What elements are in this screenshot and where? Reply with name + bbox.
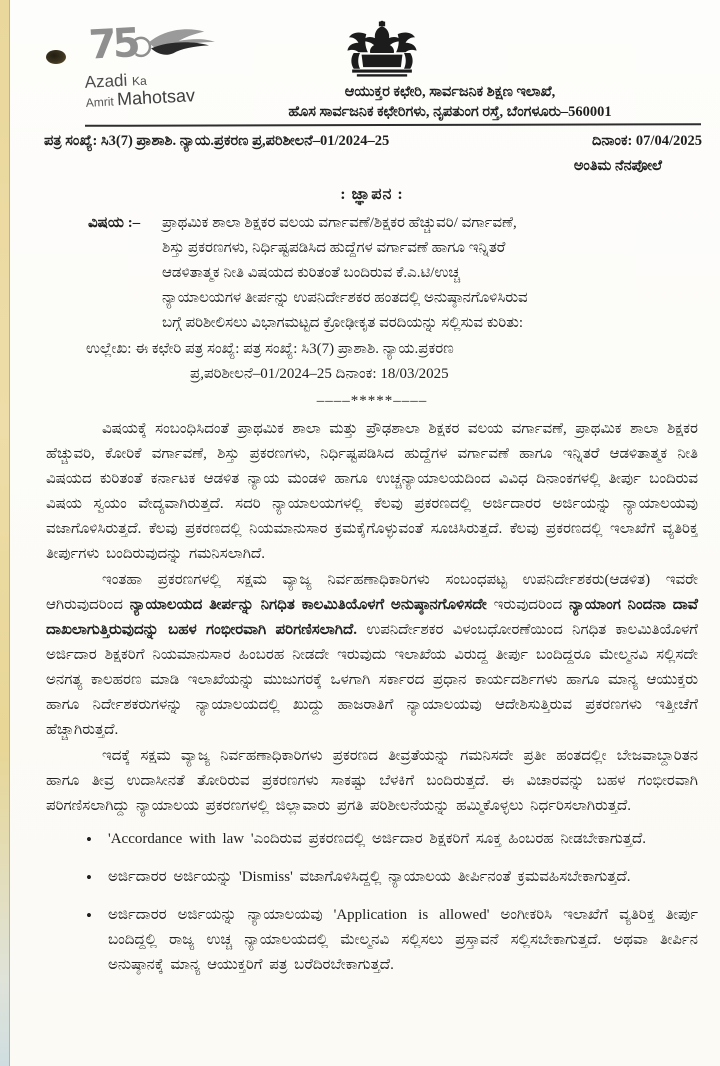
- bullet-dot-icon: •: [86, 830, 92, 849]
- subject-label: ವಿಷಯ :–: [88, 215, 141, 231]
- bullet-dot-icon: •: [86, 868, 92, 887]
- subject-line: ನ್ಯಾಯಾಲಯಗಳ ತೀರ್ಪನ್ನು ಉಪನಿರ್ದೇಶಕರ ಹಂತದಲ್ಲಿ ಅನುಷ್ಠಾನಗೊಳಿಸಿರುವ: [162, 290, 528, 306]
- punch-hole-mark: [46, 50, 66, 64]
- office-address: [200, 82, 700, 122]
- logo-75-numeral: 75: [87, 20, 138, 69]
- final-reminder-label: ಅಂತಿಮ ನೆನಪೋಲೆ: [573, 158, 662, 174]
- bullet-text: ಅರ್ಜಿದಾರರ ಅರ್ಜಿಯನ್ನು ನ್ಯಾಯಾಲಯವು 'Application is allowed' ಅಂಗೀಕರಿಸಿ ಇಲಾಖೆಗೆ ವ್ಯತಿರಿಕ್ತ ತೀರ್ಪು ಬಂದಿದ್ದಲ್ಲಿ ರಾಜ್ಯ ಉಚ್ಚ ನ್ಯಾಯಾಲಯದಲ್ಲಿ ಮೇಲ್ಮನವಿ ಸಲ್ಲಿಸಲು ಪ್ರಸ್ತಾವನೆ ಸಲ್ಲಿಸಬೇಕಾಗುತ್ತದೆ. ಅಥವಾ ತೀರ್ಪಿನ ಅನುಷ್ಠಾನಕ್ಕೆ ಮಾನ್ಯ ಆಯುಕ್ತರಿಗೆ ಪತ್ರ ಬರೆದಿರಬೇಕಾಗುತ್ತದೆ.: [108, 907, 698, 973]
- header-divider: [85, 123, 701, 127]
- reference-block: [86, 337, 698, 387]
- office-address-line1: ಆಯುಕ್ತರ ಕಛೇರಿ, ಸಾರ್ವಜನಿಕ ಶಿಕ್ಷಣ ಇಲಾಖೆ,: [344, 84, 556, 100]
- karnataka-state-emblem: [342, 20, 422, 86]
- reference-line1: ಉಲ್ಲೇಖ: ಈ ಕಛೇರಿ ಪತ್ರ ಸಂಖ್ಯೆ: ಪತ್ರ ಸಂಖ್ಯೆ: ಸಿ3(7) ಪ್ರಾಶಾಶಿ. ನ್ಯಾಯ.ಪ್ರಕರಣ: [86, 341, 454, 357]
- bullet-item: [46, 903, 698, 978]
- subject-line: ಆಡಳಿತಾತ್ಮಕ ನೀತಿ ವಿಷಯದ ಕುರಿತಂತೆ ಬಂದಿರುವ ಕೆ.ಎ.ಟಿ/ಉಚ್ಚ: [162, 265, 461, 281]
- body-paragraph: ಇದಕ್ಕೆ ಸಕ್ಷಮ ವ್ಯಾಜ್ಯ ನಿರ್ವಹಣಾಧಿಕಾರಿಗಳು ಪ್ರಕರಣದ ತೀವ್ರತೆಯನ್ನು ಗಮನಿಸದೇ ಪ್ರತೀ ಹಂತದಲ್ಲೀ ಬೇಜವಾಬ್ದಾರಿತನ ಹಾಗೂ ತೀವ್ರ ಉದಾಸೀನತೆ ತೋರಿರುವ ಪ್ರಕರಣಗಳು ಸಾಕಷ್ಟು ಬೆಳಕಿಗೆ ಬಂದಿರುತ್ತದೆ. ಈ ವಿಚಾರವನ್ನು ಬಹಳ ಗಂಭೀರವಾಗಿ ಪರಿಗಣಿಸಲಾಗಿದ್ದು ನ್ಯಾಯಾಲಯ ಪ್ರಕರಣಗಳಲ್ಲಿ ಜಿಲ್ಲಾವಾರು ಪ್ರಗತಿ ಪರಿಶೀಲನೆಯನ್ನು ಹಮ್ಮಿಕೊಳ್ಳಲು ನಿರ್ಧರಿಸಲಾಗಿರುತ್ತದೆ.: [46, 748, 698, 814]
- subject-line: ಪ್ರಾಥಮಿಕ ಶಾಲಾ ಶಿಕ್ಷಕರ ವಲಯ ವರ್ಗಾವಣೆ/ಶಿಕ್ಷಕರ ಹೆಚ್ಚುವರಿ/ ವರ್ಗಾವಣೆ,: [162, 215, 517, 231]
- office-address-line2: ಹೊಸ ಸಾರ್ವಜನಿಕ ಕಛೇರಿಗಳು, ನೃಪತುಂಗ ರಸ್ತೆ, ಬೆಂಗಳೂರು–560001: [288, 104, 612, 120]
- separator-line: ––––*****––––: [316, 393, 428, 409]
- bullet-dot-icon: •: [86, 906, 92, 925]
- scan-edge-strip: [0, 0, 10, 1066]
- bullet-item: [46, 827, 698, 852]
- paragraphs-container: [46, 417, 698, 819]
- subject-text: [162, 211, 698, 336]
- logo-text-line1: Azadi Ka: [84, 70, 148, 92]
- letter-date: ದಿನಾಂಕ: 07/04/2025: [591, 133, 702, 149]
- memo-title: : ಜ್ಞಾಪನ :: [340, 186, 404, 203]
- bullet-text: 'Accordance with law 'ಎಂದಿರುವ ಪ್ರಕರಣದಲ್ಲಿ ಅರ್ಜಿದಾರ ಶಿಕ್ಷಕರಿಗೆ ಸೂಕ್ತ ಹಿಂಬರಹ ನೀಡಬೇಕಾಗುತ್ತದೆ.: [108, 831, 646, 847]
- body-paragraph: ವಿಷಯಕ್ಕೆ ಸಂಬಂಧಿಸಿದಂತೆ ಪ್ರಾಥಮಿಕ ಶಾಲಾ ಮತ್ತು ಪ್ರೌಢಶಾಲಾ ಶಿಕ್ಷಕರ ವಲಯ ವರ್ಗಾವಣೆ, ಪ್ರಾಥಮಿಕ ಶಾಲಾ ಶಿಕ್ಷಕರ ಹೆಚ್ಚುವರಿ, ಕೋರಿಕೆ ವರ್ಗಾವಣೆ, ಶಿಸ್ತು ಪ್ರಕರಣಗಳು, ನಿರ್ಧಿಷ್ಟಪಡಿಸಿದ ಹುದ್ದೆಗಳ ವರ್ಗಾವಣೆ ಹಾಗೂ ಇನ್ನಿತರೆ ಆಡಳಿತಾತ್ಮಕ ನೀತಿ ವಿಷಯದ ಕುರಿತಂತೆ ಕರ್ನಾಟಕ ಆಡಳಿತ ನ್ಯಾಯ ಮಂಡಳಿ ಹಾಗೂ ಉಚ್ಚನ್ಯಾಯಾಲಯದಿಂದ ವಿವಿಧ ದಿನಾಂಕಗಳಲ್ಲಿ ತೀರ್ಪು ಬಂದಿರುವ ವಿಷಯ ಸ್ವಯಂ ವೇದ್ಯವಾಗಿರುತ್ತದೆ. ಸದರಿ ನ್ಯಾಯಾಲಯಗಳಲ್ಲಿ ಕೆಲವು ಪ್ರಕರಣದಲ್ಲಿ ಅರ್ಜಿದಾರರ ಅರ್ಜಿಯನ್ನು ನ್ಯಾಯಾಲಯವು ವಜಾಗೊಳಿಸಿರುತ್ತದೆ. ಕೆಲವು ಪ್ರಕರಣದಲ್ಲಿ ನಿಯಮಾನುಸಾರ ಕ್ರಮಕೈಗೊಳ್ಳುವಂತೆ ಸೂಚಿಸಿರುತ್ತದೆ. ಕೆಲವು ಪ್ರಕರಣದಲ್ಲಿ ಇಲಾಖೆಗೆ ವ್ಯತಿರಿಕ್ತ ತೀರ್ಪುಗಳು ಬಂದಿರುವುದನ್ನು ಗಮನಿಸಲಾಗಿದೆ.: [46, 421, 698, 562]
- letter-number: ಪತ್ರ ಸಂಖ್ಯೆ: ಸಿ3(7) ಪ್ರಾಶಾಶಿ. ನ್ಯಾಯ.ಪ್ರಕರಣ ಪ್ರ,ಪರಿಶೀಲನೆ–01/2024–25: [44, 133, 390, 149]
- body-paragraph: ಇಂತಹಾ ಪ್ರಕರಣಗಳಲ್ಲಿ ಸಕ್ಷಮ ವ್ಯಾಜ್ಯ ನಿರ್ವಹಣಾಧಿಕಾರಿಗಳು ಸಂಬಂಧಪಟ್ಟ ಉಪನಿರ್ದೇಶಕರು(ಆಡಳಿತ) ಇವರೇ ಆಗಿರುವುದರಿಂದ ನ್ಯಾಯಾಲಯದ ತೀರ್ಪನ್ನು ನಿಗಧಿತ ಕಾಲಮಿತಿಯೊಳಗೆ ಅನುಷ್ಠಾನಗೊಳಿಸದೇ ಇರುವುದರಿಂದ ನ್ಯಾಯಾಂಗ ನಿಂದನಾ ದಾವೆ ದಾಖಲಾಗುತ್ತಿರುವುದನ್ನು ಬಹಳ ಗಂಭೀರವಾಗಿ ಪರಿಗಣಿಸಲಾಗಿದೆ. ಉಪನಿರ್ದೇಶಕರ ವಿಳಂಬಧೋರಣೆಯಿಂದ ನಿಗಧಿತ ಕಾಲಮಿತಿಯೊಳಗೆ ಅರ್ಜಿದಾರ ಶಿಕ್ಷಕರಿಗೆ ನಿಯಮಾನುಸಾರ ಹಿಂಬರಹ ನೀಡದೇ ಇರುವುದು ಇಲಾಖೆಯ ವಿರುದ್ದ ತೀರ್ಪು ಬಂದಿದ್ದರೂ ಮೇಲ್ಮನವಿ ಸಲ್ಲಿಸದೇ ಅನಗತ್ಯ ಕಾಲಹರಣ ಮಾಡಿ ಇಲಾಖೆಯನ್ನು ಮುಜುಗರಕ್ಕೆ ಒಳಗಾಗಿ ಸರ್ಕಾರದ ಪ್ರಧಾನ ಕಾರ್ಯದರ್ಶಿಗಳು ಹಾಗೂ ಮಾನ್ಯ ಆಯುಕ್ತರು ಹಾಗೂ ನಿರ್ದೇಶಕರುಗಳನ್ನು ನ್ಯಾಯಾಲಯದಲ್ಲಿ ಖುದ್ದು ಹಾಜರಾತಿಗೆ ನ್ಯಾಯಾಲಯವು ಆದೇಶಿಸುತ್ತಿರುವ ಪ್ರಕರಣಗಳು ಇತ್ತೀಚೆಗೆ ಹೆಚ್ಚಾಗಿರುತ್ತದೆ.: [46, 572, 699, 738]
- bullet-text: ಅರ್ಜಿದಾರರ ಅರ್ಜಿಯನ್ನು 'Dismiss' ವಜಾಗೊಳಿಸಿದ್ದಲ್ಲಿ ನ್ಯಾಯಾಲಯ ತೀರ್ಪಿನಂತೆ ಕ್ರಮವಹಿಸಬೇಕಾಗುತ್ತದೆ.: [108, 869, 631, 885]
- bird-swoosh-icon: [134, 25, 222, 65]
- memo-body: [46, 180, 698, 991]
- bullet-list: [46, 827, 698, 978]
- reference-line2: ಪ್ರ,ಪರಿಶೀಲನೆ–01/2024–25 ದಿನಾಂಕ: 18/03/2025: [190, 366, 449, 382]
- subject-block: [88, 211, 698, 336]
- letter-meta-row: [44, 133, 702, 150]
- subject-line: ಬಗ್ಗೆ ಪರಿಶೀಲಿಸಲು ವಿಭಾಗಮಟ್ಟದ ಕ್ರೋಢೀಕೃತ ವರದಿಯನ್ನು ಸಲ್ಲಿಸುವ ಕುರಿತು:: [162, 315, 524, 331]
- bullet-item: [46, 865, 698, 890]
- subject-line: ಶಿಸ್ತು ಪ್ರಕರಣಗಳು, ನಿರ್ಧಿಷ್ಟಪಡಿಸಿದ ಹುದ್ದೆಗಳ ವರ್ಗಾವಣೆ ಹಾಗೂ ಇನ್ನಿತರೆ: [162, 240, 506, 256]
- logo-text-line2: Amrit Mahotsav: [85, 85, 196, 110]
